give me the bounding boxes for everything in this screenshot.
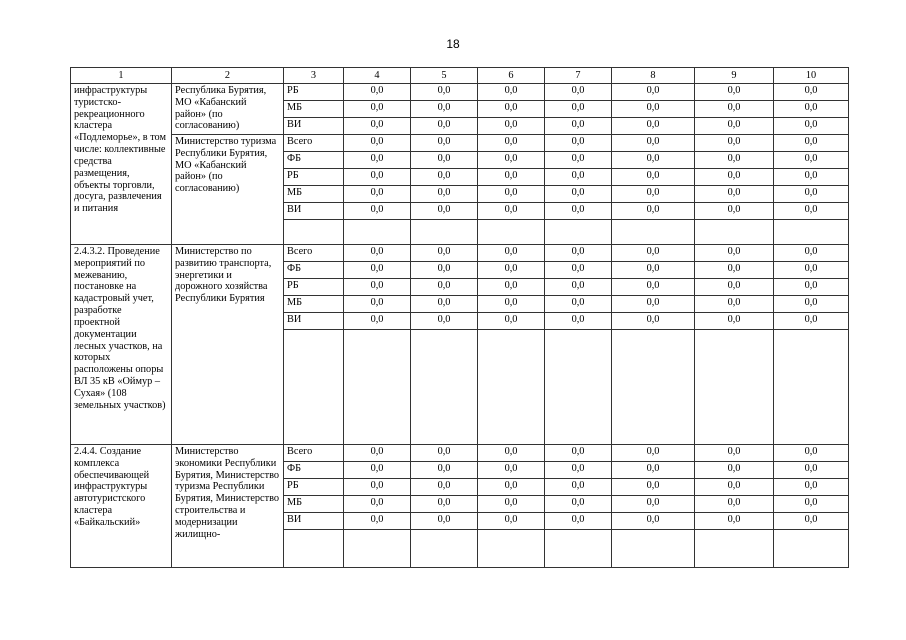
value-cell: 0,0 bbox=[774, 313, 849, 330]
value-cell: 0,0 bbox=[478, 152, 545, 169]
value-cell: 0,0 bbox=[774, 296, 849, 313]
table-body bbox=[71, 84, 849, 568]
value-cell: 0,0 bbox=[612, 203, 695, 220]
value-cell: 0,0 bbox=[695, 84, 774, 101]
executor-cell: Министерство туризма Республики Бурятия, МО «Кабанский район» (по согласованию) bbox=[172, 135, 284, 245]
funding-source-cell: ВИ bbox=[284, 203, 344, 220]
value-cell: 0,0 bbox=[695, 186, 774, 203]
column-header: 9 bbox=[695, 68, 774, 84]
value-cell: 0,0 bbox=[344, 513, 411, 530]
value-cell: 0,0 bbox=[545, 203, 612, 220]
value-cell: 0,0 bbox=[695, 245, 774, 262]
column-header: 1 bbox=[71, 68, 172, 84]
value-cell: 0,0 bbox=[344, 186, 411, 203]
empty-cell bbox=[545, 220, 612, 245]
value-cell: 0,0 bbox=[612, 479, 695, 496]
value-cell: 0,0 bbox=[478, 479, 545, 496]
value-cell: 0,0 bbox=[411, 296, 478, 313]
value-cell: 0,0 bbox=[774, 245, 849, 262]
value-cell: 0,0 bbox=[478, 262, 545, 279]
measure-description: инфраструктуры туристско-рекреационного кластера «Подлеморье», в том числе: коллективные средства размещения, объекты торговли, досуга, развлечения и питания bbox=[71, 84, 172, 245]
value-cell: 0,0 bbox=[545, 101, 612, 118]
value-cell: 0,0 bbox=[344, 262, 411, 279]
value-cell: 0,0 bbox=[478, 445, 545, 462]
value-cell: 0,0 bbox=[411, 118, 478, 135]
value-cell: 0,0 bbox=[545, 245, 612, 262]
funding-source-cell: МБ bbox=[284, 186, 344, 203]
value-cell: 0,0 bbox=[344, 135, 411, 152]
value-cell: 0,0 bbox=[695, 135, 774, 152]
empty-cell bbox=[411, 330, 478, 445]
empty-cell bbox=[612, 220, 695, 245]
value-cell: 0,0 bbox=[695, 462, 774, 479]
value-cell: 0,0 bbox=[545, 445, 612, 462]
value-cell: 0,0 bbox=[774, 479, 849, 496]
value-cell: 0,0 bbox=[344, 279, 411, 296]
executor-cell: Республика Бурятия, МО «Кабанский район» (по согласованию) bbox=[172, 84, 284, 135]
value-cell: 0,0 bbox=[411, 101, 478, 118]
value-cell: 0,0 bbox=[478, 245, 545, 262]
value-cell: 0,0 bbox=[695, 101, 774, 118]
value-cell: 0,0 bbox=[774, 186, 849, 203]
value-cell: 0,0 bbox=[695, 118, 774, 135]
value-cell: 0,0 bbox=[344, 462, 411, 479]
value-cell: 0,0 bbox=[344, 296, 411, 313]
value-cell: 0,0 bbox=[411, 496, 478, 513]
value-cell: 0,0 bbox=[695, 313, 774, 330]
value-cell: 0,0 bbox=[612, 445, 695, 462]
funding-source-cell: МБ bbox=[284, 296, 344, 313]
value-cell: 0,0 bbox=[545, 152, 612, 169]
value-cell: 0,0 bbox=[774, 135, 849, 152]
value-cell: 0,0 bbox=[344, 169, 411, 186]
value-cell: 0,0 bbox=[612, 101, 695, 118]
value-cell: 0,0 bbox=[478, 203, 545, 220]
funding-source-cell: РБ bbox=[284, 279, 344, 296]
value-cell: 0,0 bbox=[545, 279, 612, 296]
value-cell: 0,0 bbox=[612, 513, 695, 530]
value-cell: 0,0 bbox=[695, 513, 774, 530]
empty-cell bbox=[612, 530, 695, 568]
page-number: 18 bbox=[446, 37, 460, 51]
value-cell: 0,0 bbox=[695, 152, 774, 169]
value-cell: 0,0 bbox=[612, 135, 695, 152]
value-cell: 0,0 bbox=[774, 118, 849, 135]
value-cell: 0,0 bbox=[411, 186, 478, 203]
value-cell: 0,0 bbox=[612, 496, 695, 513]
value-cell: 0,0 bbox=[411, 262, 478, 279]
executor-cell: Министерство экономики Республики Бурятия, Министерство туризма Республики Бурятия, Министерство строительства и модернизации жилищно- bbox=[172, 445, 284, 568]
value-cell: 0,0 bbox=[344, 245, 411, 262]
empty-cell bbox=[284, 530, 344, 568]
value-cell: 0,0 bbox=[612, 84, 695, 101]
value-cell: 0,0 bbox=[612, 245, 695, 262]
value-cell: 0,0 bbox=[545, 135, 612, 152]
value-cell: 0,0 bbox=[695, 445, 774, 462]
table-row bbox=[71, 84, 849, 101]
column-header: 4 bbox=[344, 68, 411, 84]
funding-source-cell: ВИ bbox=[284, 313, 344, 330]
value-cell: 0,0 bbox=[411, 279, 478, 296]
value-cell: 0,0 bbox=[695, 496, 774, 513]
value-cell: 0,0 bbox=[545, 84, 612, 101]
value-cell: 0,0 bbox=[478, 496, 545, 513]
value-cell: 0,0 bbox=[411, 513, 478, 530]
table-row bbox=[71, 445, 849, 462]
empty-cell bbox=[478, 530, 545, 568]
value-cell: 0,0 bbox=[545, 262, 612, 279]
funding-source-cell: МБ bbox=[284, 496, 344, 513]
empty-cell bbox=[695, 220, 774, 245]
empty-cell bbox=[545, 330, 612, 445]
value-cell: 0,0 bbox=[545, 296, 612, 313]
header-row bbox=[71, 68, 849, 84]
budget-table bbox=[70, 67, 849, 568]
value-cell: 0,0 bbox=[695, 262, 774, 279]
value-cell: 0,0 bbox=[695, 203, 774, 220]
value-cell: 0,0 bbox=[774, 203, 849, 220]
value-cell: 0,0 bbox=[612, 462, 695, 479]
value-cell: 0,0 bbox=[612, 169, 695, 186]
value-cell: 0,0 bbox=[411, 479, 478, 496]
funding-source-cell: ВИ bbox=[284, 118, 344, 135]
value-cell: 0,0 bbox=[478, 296, 545, 313]
value-cell: 0,0 bbox=[411, 169, 478, 186]
value-cell: 0,0 bbox=[411, 152, 478, 169]
value-cell: 0,0 bbox=[478, 84, 545, 101]
value-cell: 0,0 bbox=[612, 118, 695, 135]
funding-source-cell: ФБ bbox=[284, 152, 344, 169]
value-cell: 0,0 bbox=[478, 186, 545, 203]
value-cell: 0,0 bbox=[478, 101, 545, 118]
value-cell: 0,0 bbox=[411, 203, 478, 220]
empty-cell bbox=[478, 220, 545, 245]
empty-cell bbox=[344, 220, 411, 245]
value-cell: 0,0 bbox=[695, 169, 774, 186]
empty-cell bbox=[478, 330, 545, 445]
table-row bbox=[71, 135, 849, 152]
empty-cell bbox=[545, 530, 612, 568]
column-header: 10 bbox=[774, 68, 849, 84]
value-cell: 0,0 bbox=[478, 513, 545, 530]
value-cell: 0,0 bbox=[774, 101, 849, 118]
value-cell: 0,0 bbox=[545, 169, 612, 186]
value-cell: 0,0 bbox=[411, 445, 478, 462]
value-cell: 0,0 bbox=[612, 296, 695, 313]
executor-cell: Министерство по развитию транспорта, энергетики и дорожного хозяйства Республики Бурятия bbox=[172, 245, 284, 445]
value-cell: 0,0 bbox=[612, 152, 695, 169]
value-cell: 0,0 bbox=[344, 313, 411, 330]
value-cell: 0,0 bbox=[612, 279, 695, 296]
empty-cell bbox=[411, 220, 478, 245]
value-cell: 0,0 bbox=[344, 496, 411, 513]
empty-cell bbox=[411, 530, 478, 568]
empty-cell bbox=[284, 220, 344, 245]
value-cell: 0,0 bbox=[478, 313, 545, 330]
value-cell: 0,0 bbox=[545, 496, 612, 513]
value-cell: 0,0 bbox=[411, 245, 478, 262]
value-cell: 0,0 bbox=[478, 279, 545, 296]
column-header: 8 bbox=[612, 68, 695, 84]
value-cell: 0,0 bbox=[774, 279, 849, 296]
value-cell: 0,0 bbox=[774, 169, 849, 186]
value-cell: 0,0 bbox=[612, 262, 695, 279]
column-header: 5 bbox=[411, 68, 478, 84]
value-cell: 0,0 bbox=[545, 479, 612, 496]
value-cell: 0,0 bbox=[612, 186, 695, 203]
value-cell: 0,0 bbox=[695, 296, 774, 313]
funding-source-cell: ВИ bbox=[284, 513, 344, 530]
value-cell: 0,0 bbox=[478, 118, 545, 135]
funding-source-cell: РБ bbox=[284, 169, 344, 186]
empty-cell bbox=[774, 330, 849, 445]
funding-source-cell: ФБ bbox=[284, 262, 344, 279]
value-cell: 0,0 bbox=[774, 462, 849, 479]
value-cell: 0,0 bbox=[774, 513, 849, 530]
value-cell: 0,0 bbox=[612, 313, 695, 330]
funding-source-cell: Всего bbox=[284, 135, 344, 152]
value-cell: 0,0 bbox=[478, 462, 545, 479]
value-cell: 0,0 bbox=[774, 496, 849, 513]
funding-source-cell: РБ bbox=[284, 84, 344, 101]
value-cell: 0,0 bbox=[478, 135, 545, 152]
value-cell: 0,0 bbox=[545, 118, 612, 135]
table-row bbox=[71, 245, 849, 262]
value-cell: 0,0 bbox=[344, 203, 411, 220]
empty-cell bbox=[695, 530, 774, 568]
value-cell: 0,0 bbox=[695, 279, 774, 296]
empty-cell bbox=[344, 330, 411, 445]
value-cell: 0,0 bbox=[774, 84, 849, 101]
empty-cell bbox=[344, 530, 411, 568]
value-cell: 0,0 bbox=[344, 118, 411, 135]
funding-source-cell: Всего bbox=[284, 445, 344, 462]
empty-cell bbox=[774, 220, 849, 245]
value-cell: 0,0 bbox=[545, 186, 612, 203]
value-cell: 0,0 bbox=[344, 445, 411, 462]
funding-source-cell: РБ bbox=[284, 479, 344, 496]
column-header: 2 bbox=[172, 68, 284, 84]
funding-source-cell: ФБ bbox=[284, 462, 344, 479]
column-header: 3 bbox=[284, 68, 344, 84]
value-cell: 0,0 bbox=[411, 462, 478, 479]
value-cell: 0,0 bbox=[411, 84, 478, 101]
value-cell: 0,0 bbox=[545, 313, 612, 330]
funding-source-cell: МБ bbox=[284, 101, 344, 118]
value-cell: 0,0 bbox=[695, 479, 774, 496]
value-cell: 0,0 bbox=[545, 462, 612, 479]
measure-description: 2.4.3.2. Проведение мероприятий по межеванию, постановке на кадастровый учет, разработке проектной документации лесных участков, на которых расположены опоры ВЛ 35 кВ «Оймур – Сухая» (108 земельных участков) bbox=[71, 245, 172, 445]
value-cell: 0,0 bbox=[344, 101, 411, 118]
value-cell: 0,0 bbox=[774, 445, 849, 462]
value-cell: 0,0 bbox=[478, 169, 545, 186]
value-cell: 0,0 bbox=[545, 513, 612, 530]
empty-cell bbox=[695, 330, 774, 445]
value-cell: 0,0 bbox=[411, 135, 478, 152]
empty-cell bbox=[774, 530, 849, 568]
measure-description: 2.4.4. Создание комплекса обеспечивающей инфраструктуры автотуристского кластера «Байкальский» bbox=[71, 445, 172, 568]
empty-cell bbox=[612, 330, 695, 445]
value-cell: 0,0 bbox=[344, 479, 411, 496]
value-cell: 0,0 bbox=[411, 313, 478, 330]
funding-source-cell: Всего bbox=[284, 245, 344, 262]
value-cell: 0,0 bbox=[344, 152, 411, 169]
column-header: 6 bbox=[478, 68, 545, 84]
empty-cell bbox=[284, 330, 344, 445]
value-cell: 0,0 bbox=[774, 262, 849, 279]
value-cell: 0,0 bbox=[344, 84, 411, 101]
column-header: 7 bbox=[545, 68, 612, 84]
value-cell: 0,0 bbox=[774, 152, 849, 169]
